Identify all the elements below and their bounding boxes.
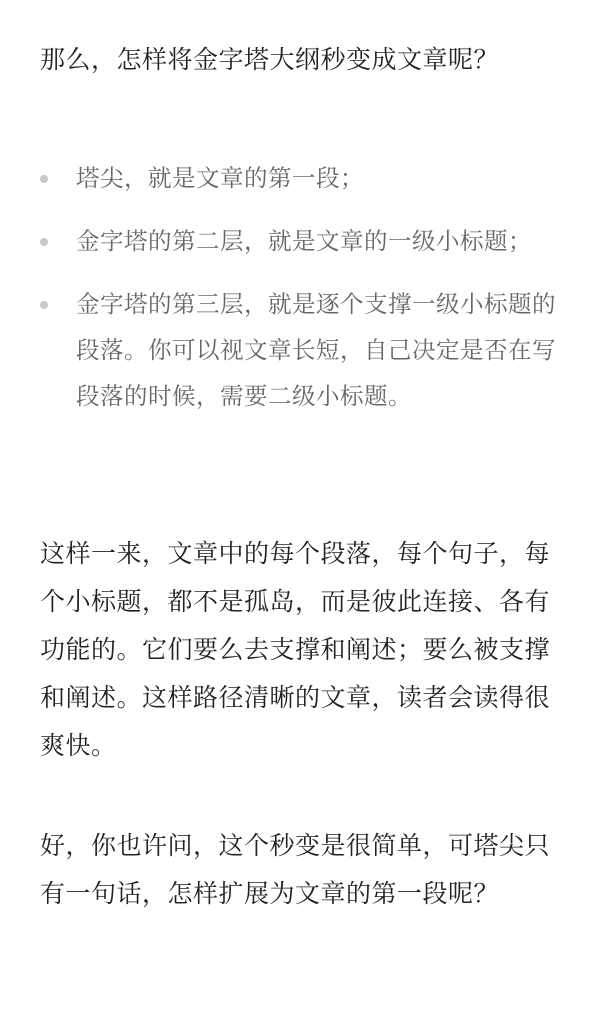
bullet-text: 金字塔的第三层，就是逐个支撑一级小标题的段落。你可以视文章长短，自己决定是否在写段落的时候，需要二级小标题。 (76, 290, 556, 410)
body-paragraph: 这样一来，文章中的每个段落，每个句子，每个小标题，都不是孤岛，而是彼此连接、各有功能的。它们要么去支撑和阐述；要么被支撑和阐述。这样路径清晰的文章，读者会读得很爽快。 (40, 539, 551, 760)
bullet-dot-icon (40, 301, 48, 309)
bullet-dot-icon (40, 238, 48, 246)
list-item (40, 281, 560, 419)
bullet-text: 塔尖，就是文章的第一段； (76, 164, 364, 192)
list-item (40, 155, 560, 201)
bullet-list (40, 155, 560, 419)
body-paragraph: 好，你也许问，这个秒变是很简单，可塔尖只有一句话，怎样扩展为文章的第一段呢？ (40, 831, 551, 908)
list-item (40, 218, 560, 264)
bullet-dot-icon (40, 175, 48, 183)
bullet-text: 金字塔的第二层，就是文章的一级小标题； (76, 227, 532, 255)
intro-question: 那么，怎样将金字塔大纲秒变成文章呢？ (40, 45, 500, 74)
